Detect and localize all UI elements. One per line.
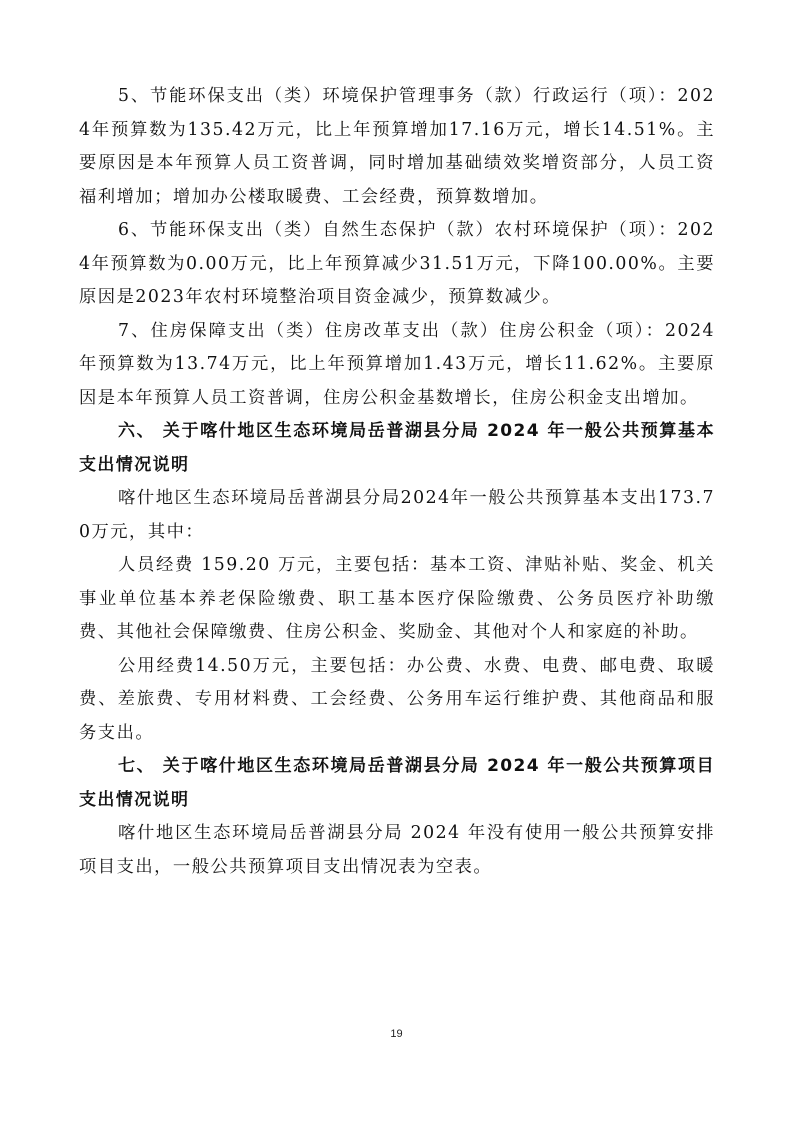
paragraph-energy-admin-operation: 5、节能环保支出（类）环境保护管理事务（款）行政运行（项）：2024年预算数为135.42万元，比上年预算增加17.16万元，增长14.51%。主要原因是本年预算人员工资普调，同时增加基础绩效奖增资部分，人员工资福利增加；增加办公楼取暖费、工会经费，预算数增加。 [79,86,715,207]
page-number: 19 [390,1028,403,1040]
paragraph-basic-expenditure-total: 喀什地区生态环境局岳普湖县分局2024年一般公共预算基本支出173.70万元，其中： [79,488,715,542]
paragraph-project-expenditure: 喀什地区生态环境局岳普湖县分局 2024 年没有使用一般公共预算安排项目支出，一般公共预算项目支出情况表为空表。 [79,823,715,877]
paragraph-public-expenses: 公用经费14.50万元，主要包括：办公费、水费、电费、邮电费、取暖费、差旅费、专用材料费、工会经费、公务用车运行维护费、其他商品和服务支出。 [79,655,715,743]
paragraph-personnel-expenses: 人员经费 159.20 万元，主要包括：基本工资、津贴补贴、奖金、机关事业单位基本养老保险缴费、职工基本医疗保险缴费、公务员医疗补助缴费、其他社会保障缴费、住房公积金、奖励金、其他对个人和家庭的补助。 [79,555,715,642]
paragraph-housing-fund: 7、住房保障支出（类）住房改革支出（款）住房公积金（项）：2024年预算数为13.74万元，比上年预算增加1.43万元，增长11.62%。主要原因是本年预算人员工资普调，住房公积金基数增长，住房公积金支出增加。 [79,320,715,408]
paragraph-rural-environment: 6、节能环保支出（类）自然生态保护（款）农村环境保护（项）：2024年预算数为0.00万元，比上年预算减少31.51万元，下降100.00%。主要原因是2023年农村环境整治项目资金减少，预算数减少。 [79,220,715,307]
section-heading-project-expenditure: 七、 关于喀什地区生态环境局岳普湖县分局 2024 年一般公共预算项目支出情况说明 [79,756,715,810]
section-heading-basic-expenditure: 六、 关于喀什地区生态环境局岳普湖县分局 2024 年一般公共预算基本支出情况说明 [79,421,715,475]
document-body [79,80,715,884]
